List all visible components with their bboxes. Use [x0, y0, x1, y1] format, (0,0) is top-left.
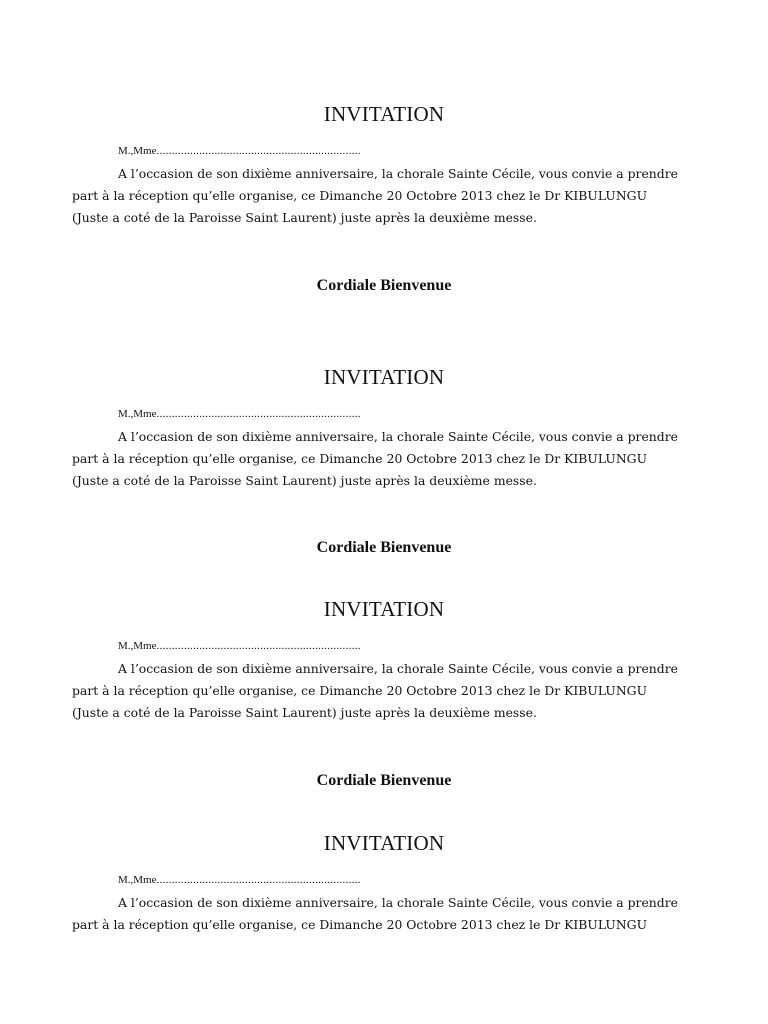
closing-text: Cordiale Bienvenue [316, 539, 452, 556]
invitation-body [72, 163, 692, 229]
invitation-card [72, 597, 692, 797]
salutation-line [118, 407, 361, 421]
salutation-line [118, 639, 361, 653]
body-line: part à la réception qu’elle organise, ce Dimanche 20 Octobre 2013 chez le Dr KIBULUNGU [72, 683, 648, 698]
body-line: part à la réception qu’elle organise, ce Dimanche 20 Octobre 2013 chez le Dr KIBULUNGU [72, 917, 648, 932]
salutation-dots: ................................................................... [156, 145, 361, 157]
body-line: A l’occasion de son dixième anniversaire, la chorale Sainte Cécile, vous convie a prendre [118, 895, 678, 910]
salutation-prefix: M.,Mme [118, 640, 157, 652]
salutation-prefix: M.,Mme [118, 145, 157, 157]
body-line: (Juste a coté de la Paroisse Saint Laurent) juste après la deuxième messe. [72, 210, 537, 225]
closing-text: Cordiale Bienvenue [316, 772, 452, 789]
invitation-title: INVITATION [323, 597, 445, 621]
invitation-body [72, 892, 692, 936]
body-line: part à la réception qu’elle organise, ce Dimanche 20 Octobre 2013 chez le Dr KIBULUNGU [72, 451, 648, 466]
salutation-dots: ................................................................... [156, 874, 361, 886]
salutation-dots: ................................................................... [156, 640, 361, 652]
invitation-card [72, 831, 692, 1024]
invitation-title: INVITATION [323, 365, 445, 389]
body-line: part à la réception qu’elle organise, ce Dimanche 20 Octobre 2013 chez le Dr KIBULUNGU [72, 188, 648, 203]
salutation-line [118, 144, 361, 158]
invitation-card [72, 102, 692, 302]
salutation-line [118, 873, 361, 887]
salutation-prefix: M.,Mme [118, 408, 157, 420]
body-line: (Juste a coté de la Paroisse Saint Laurent) juste après la deuxième messe. [72, 705, 537, 720]
body-line: A l’occasion de son dixième anniversaire, la chorale Sainte Cécile, vous convie a prendre [118, 429, 678, 444]
invitation-body [72, 658, 692, 724]
closing-text: Cordiale Bienvenue [316, 277, 452, 294]
body-line: (Juste a coté de la Paroisse Saint Laurent) juste après la deuxième messe. [72, 473, 537, 488]
salutation-prefix: M.,Mme [118, 874, 157, 886]
body-line: A l’occasion de son dixième anniversaire, la chorale Sainte Cécile, vous convie a prendre [118, 661, 678, 676]
invitation-body [72, 426, 692, 492]
invitation-title: INVITATION [323, 102, 445, 126]
invitation-title: INVITATION [323, 831, 445, 855]
invitation-card [72, 365, 692, 565]
salutation-dots: ................................................................... [156, 408, 361, 420]
body-line: A l’occasion de son dixième anniversaire, la chorale Sainte Cécile, vous convie a prendre [118, 166, 678, 181]
